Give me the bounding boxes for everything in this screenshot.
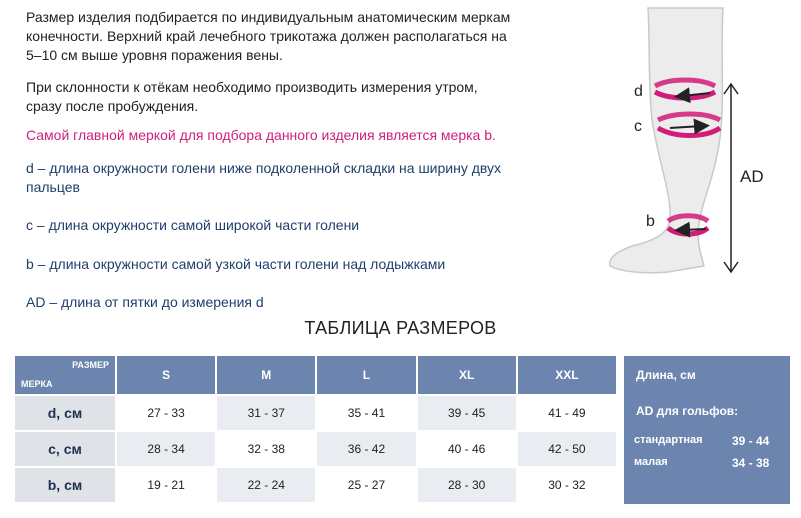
table-cell: 22 - 24 <box>217 468 315 502</box>
length-panel <box>624 356 790 504</box>
corner-measure-label: МЕРКА <box>21 379 53 389</box>
header-corner <box>15 356 115 394</box>
row-label: c, см <box>15 432 115 466</box>
table-cell: 30 - 32 <box>518 468 616 502</box>
table-cell: 36 - 42 <box>317 432 415 466</box>
table-cell: 28 - 34 <box>117 432 215 466</box>
table-row <box>15 468 616 502</box>
definition-ad: AD – длина от пятки до измерения d <box>26 294 264 310</box>
table-cell: 41 - 49 <box>518 396 616 430</box>
label-ad: AD <box>740 167 764 186</box>
definition-b: b – длина окружности самой узкой части голени над лодыжками <box>26 256 446 272</box>
table-row <box>15 432 616 466</box>
table-cell: 39 - 45 <box>418 396 516 430</box>
morning-note-line-1: При склонности к отёкам необходимо производить измерения утром, <box>26 79 478 95</box>
size-header: XL <box>418 356 516 394</box>
size-header: XXL <box>518 356 616 394</box>
table-cell: 32 - 38 <box>217 432 315 466</box>
table-cell: 35 - 41 <box>317 396 415 430</box>
label-c: c <box>634 118 642 135</box>
row-label: b, см <box>15 468 115 502</box>
table-cell: 28 - 30 <box>418 468 516 502</box>
intro-line-2: конечности. Верхний край лечебного трикотажа должен располагаться на <box>26 28 507 44</box>
table-cell: 31 - 37 <box>217 396 315 430</box>
table-cell: 27 - 33 <box>117 396 215 430</box>
size-header-row <box>15 356 616 394</box>
size-table <box>13 354 618 504</box>
table-row <box>15 396 616 430</box>
key-measure-note: Самой главной меркой для подбора данного изделия является мерка b. <box>26 127 496 143</box>
table-cell: 40 - 46 <box>418 432 516 466</box>
table-cell: 42 - 50 <box>518 432 616 466</box>
definition-d-line-2: пальцев <box>26 179 80 195</box>
size-table-title: ТАБЛИЦА РАЗМЕРОВ <box>304 318 497 338</box>
morning-note-line-2: сразу после пробуждения. <box>26 98 199 114</box>
table-cell: 25 - 27 <box>317 468 415 502</box>
row-label: d, см <box>15 396 115 430</box>
label-d: d <box>634 83 643 100</box>
length-panel-subtitle: AD для гольфов: <box>636 404 739 418</box>
leg-measurement-illustration <box>560 0 800 300</box>
length-panel-title: Длина, см <box>636 368 696 382</box>
small-length-label: малая <box>634 456 668 468</box>
size-header: M <box>217 356 315 394</box>
table-cell: 19 - 21 <box>117 468 215 502</box>
label-b: b <box>646 213 655 230</box>
standard-length-label: стандартная <box>634 434 703 446</box>
size-header: S <box>117 356 215 394</box>
standard-length-value: 39 - 44 <box>732 434 770 448</box>
corner-size-label: РАЗМЕР <box>72 360 109 370</box>
definition-c: c – длина окружности самой широкой части голени <box>26 217 360 233</box>
intro-line-1: Размер изделия подбирается по индивидуальным анатомическим меркам <box>26 9 511 25</box>
size-header: L <box>317 356 415 394</box>
leg-outline <box>610 8 723 273</box>
intro-line-3: 5–10 см выше уровня поражения вены. <box>26 47 283 63</box>
small-length-value: 34 - 38 <box>732 456 770 470</box>
definition-d-line-1: d – длина окружности голени ниже подколенной складки на ширину двух <box>26 160 502 176</box>
